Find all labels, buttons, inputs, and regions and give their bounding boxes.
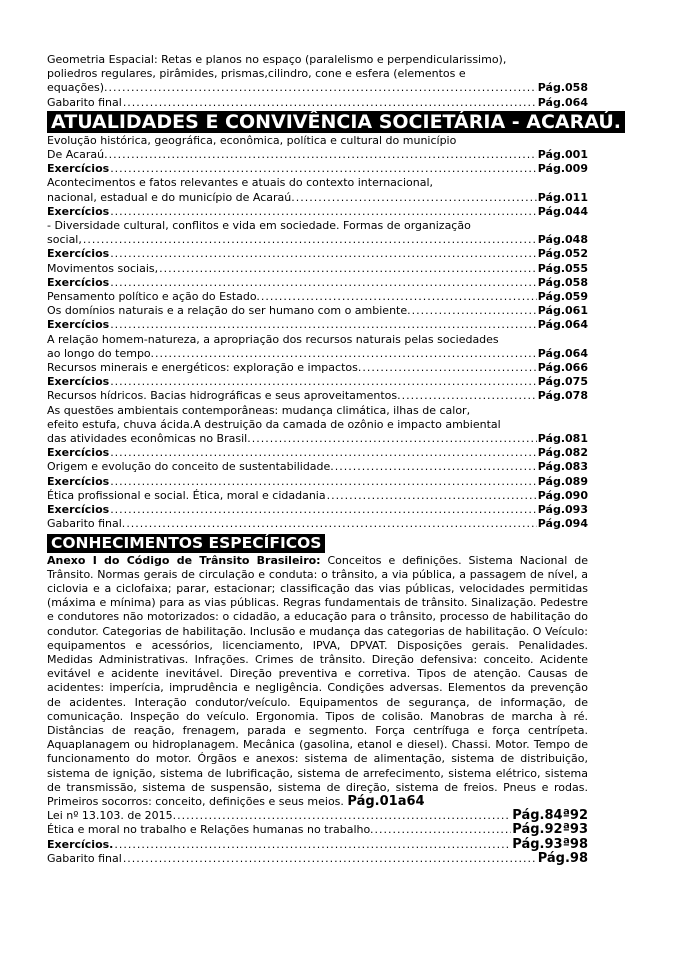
- toc-page-ref: Pág.083: [537, 460, 588, 474]
- toc-entry: [47, 517, 588, 531]
- toc-page-ref: Pág.011: [537, 190, 588, 204]
- dot-leader: [123, 852, 537, 866]
- toc-page-ref: Pág.081: [537, 432, 588, 446]
- annex-body: Conceitos e definições. Sistema Nacional de Trânsito. Normas gerais de circulação e conduta: o trânsito, a via pública, a passagem de nível, a ciclovia e a ciclofaixa; parar, estacionar; classificação das vias públicas, velocidades permitidas (máxima e mínima) para as vias públicas. Regras fundamentais de trânsito. Sinalização. Pedestre e condutores não motorizados: o cidadão, a educação para o trânsito, processo de habilitação do condutor. Categorias de habilitação. Inclusão e mudança das categorias de habilitação. O Veículo: equipamentos e acessórios, licenciamento, IPVA, DPVAT. Disposições gerais. Penalidades. Medidas Administrativas. Infrações. Crimes de trânsito. Direção defensiva: conceito. Acidente evitável e acidente inevitável. Direção preventiva e corretiva. Tipos de atenção. Causas de acidentes: imperícia, imprudência e negligência. Condições adversas. Elementos da prevenção de acidentes. Interação condutor/veículo. Equipamentos de segurança, de informação, de comunicação. Inspeção do veículo. Ergonomia. Tipos de colisão. Manobras de marcha à ré. Distâncias de reação, frenagem, parada e segmento. Força centrífuga e força centrípeta. Aquaplanagem ou hidroplanagem. Mecânica (gasolina, etanol e diesel). Chassi. Motor. Tempo de funcionamento do motor. Órgãos e anexos: sistema de alimentação, sistema de distribuição, sistema de ignição, sistema de lubrificação, sistema de arrefecimento, sistema elétrico, sistema de transmissão, sistema de suspensão, sistema de direção, sistema de freios. Pneus e rodas. Primeiros socorros: conceito, definições e seus meios.: [47, 553, 588, 808]
- table-of-contents: [47, 53, 622, 866]
- section-title: ATUALIDADES E CONVIVÊNCIA SOCIETÁRIA - ACARAÚ.: [47, 111, 625, 133]
- toc-page-ref: Pág.058: [537, 81, 588, 95]
- toc-page-ref: Pág.84ª92: [512, 808, 588, 824]
- dot-leader: [177, 809, 511, 823]
- toc-entry-label: Exercícios: [47, 474, 110, 488]
- dot-leader: [335, 460, 537, 474]
- toc-entry: [47, 838, 588, 852]
- toc-page-ref: Pág.01a64: [347, 793, 425, 809]
- toc-entry: [47, 823, 588, 837]
- toc-entry-label: Pensamento político e ação do Estado.: [47, 290, 260, 304]
- toc-entry-text: - Diversidade cultural, conflitos e vida em sociedade. Formas de organização: [47, 219, 471, 233]
- dot-leader: [261, 290, 537, 304]
- toc-entry-label: Gabarito final: [47, 95, 122, 109]
- dot-leader: [412, 304, 537, 318]
- toc-page-ref: Pág.048: [537, 233, 588, 247]
- dot-leader: [252, 432, 537, 446]
- toc-entry-text: poliedros regulares, pirâmides, prismas,cilindro, cone e esfera (elementos e: [47, 67, 466, 81]
- toc-entry: [47, 81, 588, 95]
- toc-entry: [47, 852, 588, 866]
- dot-leader: [110, 446, 537, 460]
- toc-entry: [47, 233, 588, 247]
- dot-leader: [327, 489, 537, 503]
- dot-leader: [155, 347, 537, 361]
- toc-entry-label: Exercícios: [47, 446, 110, 460]
- toc-page-ref: Pág.044: [537, 204, 588, 218]
- toc-page-ref: Pág.058: [537, 275, 588, 289]
- toc-entry: [47, 347, 588, 361]
- toc-page-ref: Pág.093: [537, 503, 588, 517]
- dot-leader: [110, 375, 537, 389]
- dot-leader: [159, 262, 537, 276]
- toc-entry-text: Evolução histórica, geográfica, econômica, política e cultural do município: [47, 133, 457, 147]
- toc-entry: [47, 247, 588, 261]
- toc-entry-label: Lei nº 13.103. de 2015.: [47, 809, 177, 823]
- toc-entry-label: Exercícios: [47, 375, 110, 389]
- toc-page-ref: Pág.066: [537, 361, 588, 375]
- toc-entry: [47, 809, 588, 823]
- toc-entry-label: Recursos hídricos. Bacias hidrográficas e seus aproveitamentos.: [47, 389, 401, 403]
- toc-entry: [47, 276, 588, 290]
- dot-leader: [114, 838, 511, 852]
- toc-page-ref: Pág.064: [537, 95, 588, 109]
- dot-leader: [110, 318, 537, 332]
- toc-entry: [47, 489, 588, 503]
- toc-entry: [47, 304, 588, 318]
- toc-page-ref: Pág.98: [537, 850, 588, 866]
- toc-entry: [47, 191, 588, 205]
- toc-entry: [47, 318, 588, 332]
- section-entries: [47, 809, 588, 866]
- toc-entry-label: Exercícios: [47, 318, 110, 332]
- toc-entry-label: Exercícios: [47, 275, 110, 289]
- toc-entry-label: Exercícios: [47, 503, 110, 517]
- toc-entry-label: ao longo do tempo.: [47, 346, 154, 360]
- toc-entry: [47, 262, 588, 276]
- toc-entry: [47, 205, 588, 219]
- dot-leader: [375, 823, 512, 837]
- dot-leader: [109, 81, 537, 95]
- dot-leader: [110, 276, 537, 290]
- annex-title: Anexo I do Código de Trânsito Brasileiro:: [47, 553, 321, 567]
- toc-entry-label: Exercícios: [47, 204, 110, 218]
- dot-leader: [110, 205, 537, 219]
- toc-entry-label: Gabarito final.: [47, 517, 126, 531]
- dot-leader: [123, 96, 537, 110]
- dot-leader: [110, 475, 537, 489]
- toc-page-ref: Pág.055: [537, 261, 588, 275]
- toc-page-ref: Pág.090: [537, 488, 588, 502]
- toc-page-ref: Pág.009: [537, 162, 588, 176]
- toc-page-ref: Pág.075: [537, 375, 588, 389]
- toc-page-ref: Pág.064: [537, 318, 588, 332]
- toc-entry: [47, 290, 588, 304]
- toc-entry-label: Exercícios: [47, 162, 110, 176]
- toc-entry-label: Ética e moral no trabalho e Relações humanas no trabalho.: [47, 823, 374, 837]
- dot-leader: [110, 503, 537, 517]
- toc-entry-label: Origem e evolução do conceito de sustentabilidade.: [47, 460, 334, 474]
- section-title: CONHECIMENTOS ESPECÍFICOS: [47, 534, 325, 553]
- toc-entry: [47, 475, 588, 489]
- toc-entry-label: Recursos minerais e energéticos: exploração e impactos.: [47, 361, 362, 375]
- toc-entry: [47, 361, 588, 375]
- toc-entry-label: Ética profissional e social. Ética, moral e cidadania: [47, 488, 326, 502]
- toc-entry-label: nacional, estadual e do município de Acaraú.: [47, 190, 295, 204]
- toc-entry-label: Exercícios: [47, 247, 110, 261]
- toc-page-ref: Pág.078: [537, 389, 588, 403]
- toc-entry-label: Movimentos sociais,: [47, 261, 159, 275]
- annex-description: [47, 554, 588, 810]
- toc-entry: [47, 446, 588, 460]
- dot-leader: [83, 233, 537, 247]
- dot-leader: [296, 191, 537, 205]
- toc-page-ref: Pág.061: [537, 304, 588, 318]
- toc-entry: [47, 148, 588, 162]
- toc-entry: [47, 96, 588, 110]
- toc-entry: [47, 503, 588, 517]
- toc-entry-text: Geometria Espacial: Retas e planos no espaço (paralelismo e perpendicularissimo),: [47, 53, 507, 66]
- dot-leader: [110, 247, 537, 261]
- dot-leader: [126, 517, 536, 531]
- toc-entry-label: Exercícios.: [47, 837, 114, 851]
- toc-page-ref: Pág.064: [537, 346, 588, 360]
- dot-leader: [110, 162, 537, 176]
- toc-entry-label: Os domínios naturais e a relação do ser humano com o ambiente.: [47, 304, 411, 318]
- toc-page-ref: Pág.059: [537, 290, 588, 304]
- toc-entry: [47, 389, 588, 403]
- toc-entry-text: As questões ambientais contemporâneas: mudança climática, ilhas de calor,: [47, 403, 471, 417]
- toc-entry-label: equações).: [47, 81, 108, 95]
- toc-entry-label: Gabarito final: [47, 851, 122, 865]
- toc-page-ref: Pág.052: [537, 247, 588, 261]
- toc-page-ref: Pág.93ª98: [512, 836, 588, 852]
- toc-entry-text: efeito estufa, chuva ácida.A destruição da camada de ozônio e impacto ambiental: [47, 417, 501, 431]
- toc-entry-label: social,: [47, 233, 82, 247]
- dot-leader: [402, 389, 537, 403]
- toc-page-ref: Pág.089: [537, 474, 588, 488]
- toc-entry: [47, 460, 588, 474]
- toc-page-ref: Pág.082: [537, 446, 588, 460]
- toc-entry-label: De Acaraú.: [47, 148, 108, 162]
- toc-page-ref: Pág.001: [537, 148, 588, 162]
- toc-entry-text: A relação homem-natureza, a apropriação dos recursos naturais pelas sociedades: [47, 332, 499, 346]
- toc-entry: [47, 162, 588, 176]
- section-entries: [47, 134, 588, 532]
- toc-entry-label: das atividades econômicas no Brasil.: [47, 432, 251, 446]
- toc-entry: [47, 432, 588, 446]
- toc-page-ref: Pág.92ª93: [512, 822, 588, 838]
- toc-page-ref: Pág.094: [537, 517, 588, 531]
- dot-leader: [362, 361, 536, 375]
- toc-entry: [47, 375, 588, 389]
- toc-entry-text: Acontecimentos e fatos relevantes e atuais do contexto internacional,: [47, 176, 433, 190]
- dot-leader: [109, 148, 537, 162]
